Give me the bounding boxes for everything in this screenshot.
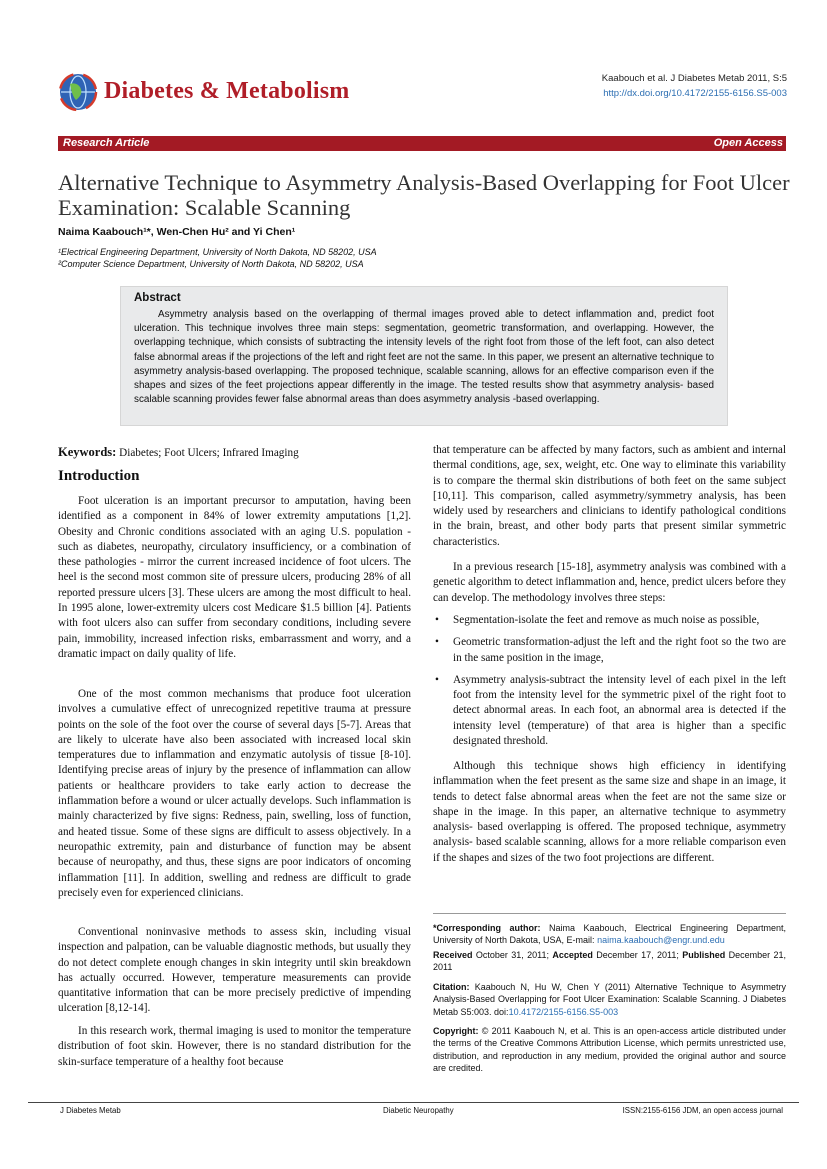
dates-note: Received October 31, 2011; Accepted December 17, 2011; Published December 21, 2011	[433, 950, 787, 973]
doi-link[interactable]: http://dx.doi.org/10.4172/2155-6156.S5-003	[603, 88, 787, 99]
paragraph: that temperature can be affected by many factors, such as ambient and internal thermal conditions, age, sex, weight, etc. One way to eliminate this variability is to compare the thermal skin distributions of both feet on the same subject [10,11]. This comparison, called asymmetry/symmetry analysis, has been widely used by researchers and clinicians to identify pathological conditions in the brain, breast, and other body parts that present similar symmetric characteristics.	[433, 444, 786, 548]
open-access-label: Open Access	[713, 137, 783, 149]
email-link[interactable]: naima.kaabouch@engr.und.edu	[597, 935, 725, 946]
article-type-label: Research Article	[63, 137, 150, 149]
footer-issn: ISSN:2155-6156 JDM, an open access journal	[622, 1106, 783, 1115]
paragraph: Foot ulceration is an important precursor to amputation, having been identified as a component in 84% of lower extremity amputations [1,2]. Obesity and Chronic conditions associated with an aging U.S. population - such as diabetes, neuropathy, circulatory insufficiency, or a combination of these pathologies - mirror the current increased incidence of foot ulcers. The heel is the second most common site of pressure ulcers, producing 28% of all reported pressure ulcers [3]. These ulcers are among the most difficult to heal. In 1995 alone, lower-extremity ulcers cost Medicare $1.5 billion [4]. Patients with foot ulcers also can suffer from secondary conditions, including severe pain, immobility, increased infection risks, embarrassment and worry, and a dramatic impact on daily quality of life.	[58, 495, 411, 660]
header-citation	[602, 71, 787, 101]
section-bar	[58, 136, 786, 151]
keywords-text: Diabetes; Foot Ulcers; Infrared Imaging	[116, 447, 299, 459]
footer-divider	[28, 1102, 799, 1103]
footer-journal: J Diabetes Metab	[60, 1106, 121, 1115]
journal-name: Diabetes & Metabolism	[104, 78, 350, 104]
abstract-heading: Abstract	[134, 292, 181, 304]
paragraph: Conventional noninvasive methods to assess skin, including visual inspection and palpation, can be valuable diagnostic methods, but usually they do not detect complete enough changes in skin integrity until skin breakdown has actually occurred. However, temperature measurements can provide quantitative information that can be more precisely predictive of impending ulceration [8,12-14].	[58, 926, 411, 1015]
methodology-list	[433, 613, 786, 756]
authors: Naima Kaabouch¹*, Wen-Chen Hu² and Yi Chen¹	[58, 226, 296, 238]
affiliation-1: ¹Electrical Engineering Department, University of North Dakota, ND 58202, USA	[58, 247, 377, 257]
introduction-heading: Introduction	[58, 468, 140, 484]
paragraph: In this research work, thermal imaging is used to monitor the temperature distribution of foot skin. However, there is no standard distribution for the skin-surface temperature of a healthy foot because	[58, 1025, 411, 1068]
citation-line: Kaabouch et al. J Diabetes Metab 2011, S:5	[601, 73, 787, 84]
list-item: • Segmentation-isolate the feet and remove as much noise as possible,	[433, 613, 786, 628]
keywords-label: Keywords:	[58, 445, 117, 459]
footnote-divider	[433, 913, 786, 914]
paragraph: One of the most common mechanisms that produce foot ulceration involves a cumulative effect of unrecognized repetitive trauma at pressure points on the sole of the foot over the course of several days [5-7]. Areas that are likely to ulcerate have also been associated with increased local skin temperatures due to inflammation and enzymatic autolysis of tissue [8-10]. Identifying precise areas of injury by the presence of inflammation can allow patients or healthcare providers to take early action to decrease the inflammation before a wound or ulcer actually develops. Such inflammation is mainly characterized by five signs: Redness, pain, swelling, loss of function, and heated tissue. Some of these signs are difficult to assess objectively. In a neuropathic extremity, pain and disturbance of function may be absent because of neuropathy, and thus, these signs are poor indicators of oncoming inflammation [11]. In addition, swelling and redness are difficult to grade precisely even for experienced clinicians.	[58, 688, 411, 899]
footer-issue: Diabetic Neuropathy	[383, 1106, 454, 1115]
bullet-icon: •	[435, 614, 439, 626]
citation-doi-link[interactable]: 10.4172/2155-6156.S5-003	[508, 1006, 619, 1017]
corresponding-author-note: *Corresponding author: Naima Kaabouch, Electrical Engineering Department, University of North Dakota, USA, E-mail: naima.kaabouch@engr.und.edu	[433, 923, 786, 946]
list-item: • Asymmetry analysis-subtract the intensity level of each pixel in the left foot from the intensity level for the symmetric pixel of the right foot to detect abnormal areas. In each foot, an abnormal area is detected if the intensity level (temperature) of that area is higher than a specific designated threshold.	[435, 673, 786, 748]
abstract-text: Asymmetry analysis based on the overlapping of thermal images proved able to detect inflammation and, predict foot ulceration. This technique involves three main steps: segmentation, geometric transformation, and overlapping. However, the overlapping technique, which consists of subtracting the intensity levels of the right foot from those of the left foot, can also detect false abnormal areas if the projections of the left and right feet are not the same. In this paper, we present an alternative technique to asymmetry analysis-based overlapping. The proposed technique, scalable scanning, allows for an effective comparison even if the shapes and sizes of the feet projections appear differently in the image. The tested results show that asymmetry analysis- based scalable scanning provides fewer false abnormal areas than does asymmetry analysis -based overlapping.	[134, 309, 714, 406]
paragraph: Although this technique shows high efficiency in identifying inflammation when the feet present as the same size and shape in an image, it tends to detect false abnormal areas when the feet are not the same size or shape in the image. In this paper, an alternative technique to asymmetry analysis- based overlapping is offered. The proposed technique, asymmetry analysis- based scalable scanning, allows for a more reliable comparison even if the shapes and sizes of the two foot projections are different.	[433, 760, 786, 864]
list-item: • Geometric transformation-adjust the left and the right foot so the two are in the same position in the image,	[435, 636, 786, 664]
paragraph: In a previous research [15-18], asymmetry analysis was combined with a genetic algorithm to detect inflammation and, hence, predict ulcers before they can develop. The methodology involves three steps:	[433, 561, 786, 604]
globe-logo-icon	[58, 72, 98, 112]
bullet-icon: •	[435, 673, 439, 686]
copyright-note: Copyright: © 2011 Kaabouch N, et al. This is an open-access article distributed under the terms of the Creative Commons Attribution License, which permits unrestricted use, distribution, and reproduction in any medium, provided the original author and source are credited.	[433, 1026, 786, 1074]
bullet-icon: •	[435, 636, 439, 649]
affiliation-2: ²Computer Science Department, University of North Dakota, ND 58202, USA	[58, 259, 364, 269]
citation-note: Citation: Kaabouch N, Hu W, Chen Y (2011) Alternative Technique to Asymmetry Analysis-Based Overlapping for Foot Ulcer Examination: Scalable Scanning. J Diabetes Metab S5:003. doi:10.4172/2155-6156.S5-003	[433, 982, 786, 1017]
article-title: Alternative Technique to Asymmetry Analysis-Based Overlapping for Foot Ulcer Examination: Scalable Scanning	[58, 170, 790, 220]
keywords	[58, 445, 411, 460]
